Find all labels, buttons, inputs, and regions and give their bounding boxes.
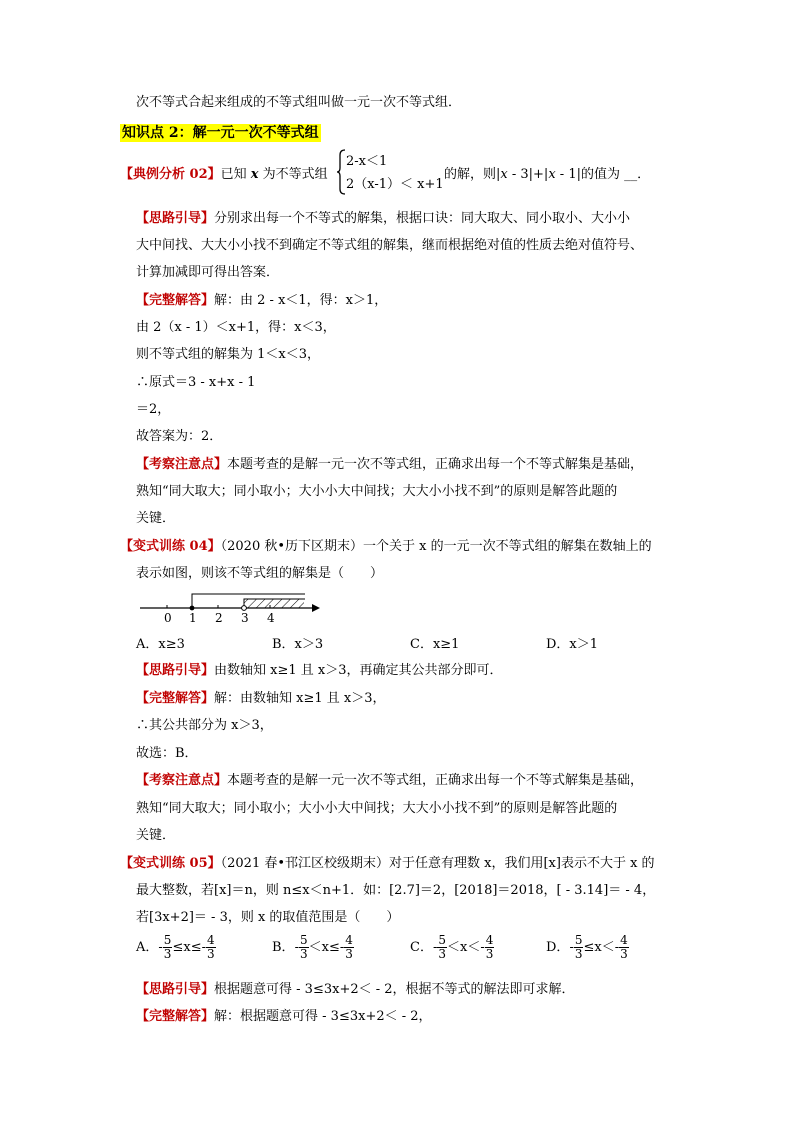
tr04-ans-3: 故选：B． <box>136 746 198 761</box>
number-line-figure <box>140 588 330 628</box>
tick-label-2: 2 <box>215 611 223 625</box>
tr04-ans-2: ∴其公共部分为 x＞3， <box>136 718 273 733</box>
ex02-ans-5: ＝2， <box>136 402 171 417</box>
ex02-ineq2: 2（x-1）＜ x+1 <box>346 177 444 192</box>
ex02-tag: 【典例分析 02】 <box>120 167 221 182</box>
tick-label-1: 1 <box>189 611 197 625</box>
tr05-option-b[interactable]: B．- $\frac{5}{3}$ ＜x≤- $\frac{4}{3}$ <box>272 933 353 961</box>
ex02-note-3: 关键． <box>136 511 176 526</box>
ex02-question-end: 的解，则|x - 3|+|x - 1|的值为 __． <box>444 167 651 182</box>
ex02-ans-3: 则不等式组的解集为 1＜x＜3， <box>136 347 321 362</box>
closed-point-1 <box>190 606 195 611</box>
tr05-option-a[interactable]: A．- $\frac{5}{3}$ ≤x≤- $\frac{4}{3}$ <box>136 933 215 961</box>
tr05-ans-1: 【完整解答】解：根据题意可得 - 3≤3x+2＜ - 2， <box>136 1009 432 1024</box>
ex02-note-1: 【考察注意点】本题考查的是解一元一次不等式组，正确求出每一个不等式解集是基础， <box>136 457 644 472</box>
tr04-ans-1: 【完整解答】解：由数轴知 x≥1 且 x＞3， <box>136 691 386 706</box>
tr04-option-a[interactable]: A．x≥3 <box>136 637 185 652</box>
tr05-question-2: 最大整数，若[x]＝n，则 n≤x＜n+1．如：[2.7]＝2，[2018]＝2018，[ - 3.14]＝ - 4， <box>136 883 656 898</box>
tr04-note-1: 【考察注意点】本题考查的是解一元一次不等式组，正确求出每一个不等式解集是基础， <box>136 773 644 788</box>
intro-line: 次不等式合起来组成的不等式组叫做一元一次不等式组． <box>136 95 462 110</box>
solution-hatch-3 <box>244 599 304 608</box>
ex02-ans-4: ∴原式＝3 - x+x - 1 <box>136 375 256 390</box>
tr04-note-2: 熟知“同大取大；同小取小；大小小大中间找；大大小小找不到”的原则是解答此题的 <box>136 801 618 816</box>
tr04-option-d[interactable]: D．x＞1 <box>546 637 599 652</box>
ex02-question: 【典例分析 02】已知 x 为不等式组 <box>120 167 328 182</box>
tick-label-3: 3 <box>241 611 249 625</box>
tick-label-4: 4 <box>267 611 275 625</box>
open-point-3 <box>242 606 247 611</box>
tr05-option-d[interactable]: D．- $\frac{5}{3}$ ≤x＜- $\frac{4}{3}$ <box>546 933 628 961</box>
tr05-question-1: 【变式训练 05】（2021 春•邗江区校级期末）对于任意有理数 x，我们用[x]表示不大于 x 的 <box>120 856 655 871</box>
ex02-ans-1: 【完整解答】解：由 2 - x＜1，得：x＞1， <box>136 293 388 308</box>
section-title: 知识点 2：解一元一次不等式组 <box>122 125 319 141</box>
tr04-option-c[interactable]: C．x≥1 <box>410 637 460 652</box>
ex02-ans-2: 由 2（x - 1）＜x+1，得：x＜3， <box>136 320 336 335</box>
axis-arrow-icon <box>312 604 320 612</box>
ex02-hint-3: 计算加减即可得出答案． <box>136 265 280 280</box>
tr04-question-2: 表示如图，则该不等式组的解集是（ ） <box>136 566 384 581</box>
tick-label-0: 0 <box>164 611 172 625</box>
tr04-hint-1: 【思路引导】由数轴知 x≥1 且 x＞3，再确定其公共部分即可． <box>136 663 503 678</box>
ex02-hint-1: 【思路引导】分别求出每一个不等式的解集，根据口诀：同大取大、同小取小、大小小 <box>136 211 631 226</box>
tr05-question-3: 若[3x+2]＝ - 3，则 x 的取值范围是（ ） <box>136 910 400 925</box>
ex02-ans-6: 故答案为：2． <box>136 429 223 444</box>
ex02-note-2: 熟知“同大取大；同小取小；大小小大中间找；大大小小找不到”的原则是解答此题的 <box>136 484 618 499</box>
tr05-option-c[interactable]: C．- $\frac{5}{3}$ ＜x＜- $\frac{4}{3}$ <box>410 933 494 961</box>
tr04-note-3: 关键． <box>136 828 176 843</box>
tr05-hint-1: 【思路引导】根据题意可得 - 3≤3x+2＜ - 2，根据不等式的解法即可求解． <box>136 982 575 997</box>
ex02-hint-2: 大中间找、大大小小找不到确定不等式组的解集，继而根据绝对值的性质去绝对值符号、 <box>136 238 644 253</box>
tr04-option-b[interactable]: B．x＞3 <box>272 637 324 652</box>
ex02-ineq1: 2-x＜1 <box>346 154 388 169</box>
brace-icon <box>336 149 346 195</box>
tr04-question-1: 【变式训练 04】（2020 秋•历下区期末）一个关于 x 的一元一次不等式组的解集在数轴上的 <box>120 539 652 554</box>
